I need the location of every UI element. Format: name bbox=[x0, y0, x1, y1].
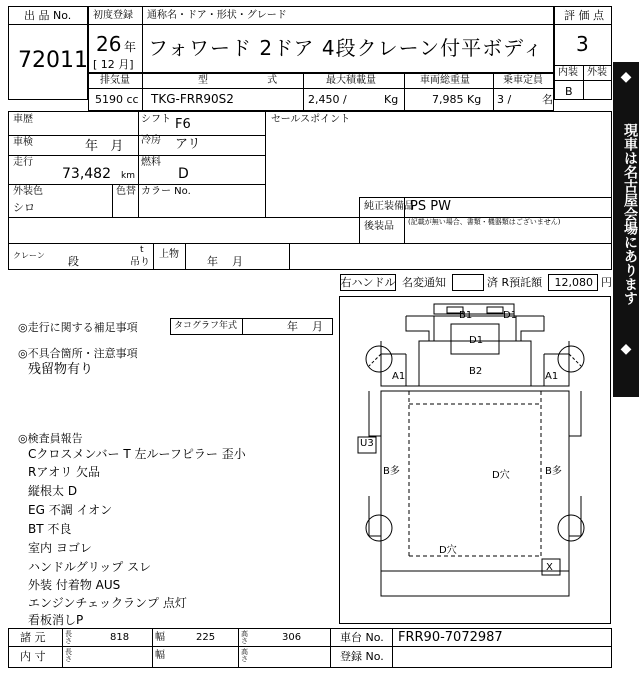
aftermarket-label: 後装品 bbox=[364, 221, 394, 232]
width-label: 幅 bbox=[155, 632, 165, 643]
fuel-label: 燃料 bbox=[141, 157, 161, 168]
grade-score: 3 bbox=[576, 32, 589, 56]
mileage-unit: km bbox=[121, 171, 135, 181]
equipment-label: 純正装備品 bbox=[364, 201, 414, 212]
color-value: シロ bbox=[13, 201, 35, 214]
interior-label: 内装 bbox=[558, 67, 578, 78]
defects-label: ◎不具合箇所・注意事項 bbox=[18, 347, 138, 360]
side-notice-text: 現車は名古屋会場にあります bbox=[622, 123, 638, 305]
inspector-line: 室内 ヨゴレ bbox=[28, 541, 92, 555]
lot-number-label: 出 品 No. bbox=[24, 9, 72, 22]
recycle-unit: 円 bbox=[601, 276, 612, 289]
width-value: 225 bbox=[196, 632, 216, 643]
inspector-label: ◎検査員報告 bbox=[18, 432, 83, 445]
diagram-mark: U3 bbox=[360, 438, 374, 449]
interior-score: B bbox=[565, 85, 573, 98]
inspector-line: Rアオリ 欠品 bbox=[28, 465, 101, 479]
upper-body-value: 年 月 bbox=[207, 255, 243, 268]
lot-number: 72011 bbox=[18, 48, 88, 73]
gross-weight-label: 車両総重量 bbox=[420, 75, 470, 86]
diagram-mark: D穴 bbox=[492, 470, 510, 481]
tacho-value: 年 月 bbox=[287, 320, 323, 333]
upper-body-label: 上物 bbox=[159, 249, 179, 260]
specs-label: 諸 元 bbox=[20, 631, 46, 644]
name-change-check bbox=[452, 274, 484, 291]
inspector-line: Cクロスメンバー T 左ルーフピラー 歪小 bbox=[28, 447, 246, 461]
name-change-label: 名変通知 bbox=[402, 276, 446, 289]
inspector-line: 外装 付着物 AUS bbox=[28, 578, 121, 592]
diagram-mark: D1 bbox=[503, 310, 518, 321]
crane-load: t bbox=[140, 245, 144, 255]
vehicle-name: フォワード 2ドア 4段クレーン付平ボディ bbox=[148, 36, 544, 60]
driving-notes-label: ◎走行に関する補足事項 bbox=[18, 321, 138, 334]
side-diamond-top: ◆ bbox=[620, 69, 632, 85]
capacity-value: 3 / bbox=[497, 93, 512, 106]
model-value: TKG-FRR90S2 bbox=[151, 92, 234, 106]
capacity-label: 乗車定員 bbox=[503, 75, 543, 86]
inspector-line: 看板消しP bbox=[28, 613, 84, 627]
interior-dims-label: 内 寸 bbox=[20, 650, 46, 663]
diagram-mark: B2 bbox=[469, 366, 483, 377]
first-reg-month: [ 12 月] bbox=[93, 58, 134, 71]
crane-stages: 段 bbox=[68, 255, 79, 268]
shift-value: F6 bbox=[175, 117, 191, 132]
mileage-label: 走行 bbox=[13, 157, 33, 168]
inspector-line: EG 不調 イオン bbox=[28, 503, 113, 517]
crane-label: クレーン bbox=[13, 251, 45, 260]
model-label: 型 式 bbox=[198, 75, 306, 86]
fuel-value: D bbox=[178, 166, 189, 182]
history-label: 車歴 bbox=[13, 114, 33, 125]
length-label: 長さ bbox=[65, 630, 72, 645]
ac-label: 冷房 bbox=[141, 135, 161, 146]
grade-label: 評 価 点 bbox=[564, 9, 604, 22]
width-label: 幅 bbox=[155, 650, 165, 661]
equipment-value: PS PW bbox=[410, 199, 451, 214]
defect-line: 残留物有り bbox=[28, 362, 94, 377]
diagram-mark: A1 bbox=[545, 371, 559, 382]
diagram-mark: B多 bbox=[545, 466, 562, 477]
diagram-mark: A1 bbox=[392, 371, 406, 382]
diagram-mark: B1 bbox=[459, 310, 473, 321]
diagram-mark: D穴 bbox=[439, 545, 457, 556]
side-diamond-bottom: ◆ bbox=[620, 341, 632, 357]
mileage-value: 73,482 bbox=[62, 166, 111, 182]
color-code-label: カラー No. bbox=[141, 186, 191, 197]
inspector-line: エンジンチェックランプ 点灯 bbox=[28, 596, 187, 610]
length-value: 818 bbox=[110, 632, 130, 643]
inspector-line: 縦根太 D bbox=[28, 484, 78, 498]
chassis-value: FRR90-7072987 bbox=[398, 630, 503, 645]
vehicle-name-label: 通称名・ドア・形状・グレード bbox=[147, 10, 287, 21]
max-load-value: 2,450 / bbox=[308, 93, 347, 106]
capacity-unit: 名 bbox=[542, 93, 553, 106]
registration-label: 登録 No. bbox=[340, 650, 384, 663]
diagram-mark: D1 bbox=[469, 335, 484, 346]
exterior-label: 外装 bbox=[587, 67, 607, 78]
diagram-mark: B多 bbox=[383, 466, 400, 477]
height-value: 306 bbox=[282, 632, 302, 643]
inspector-line: ハンドルグリップ スレ bbox=[28, 560, 152, 574]
chassis-label: 車台 No. bbox=[340, 631, 384, 644]
displacement-label: 排気量 bbox=[100, 75, 130, 86]
year-unit: 年 bbox=[124, 40, 137, 54]
first-reg-year: 26 bbox=[96, 32, 122, 56]
length-label: 長さ bbox=[65, 648, 72, 663]
diagram-mark: X bbox=[546, 562, 553, 573]
inspector-line: BT 不良 bbox=[28, 522, 72, 536]
sales-point-label: セールスポイント bbox=[271, 114, 351, 125]
displacement-value: 5190 cc bbox=[95, 93, 139, 106]
recycle-value: 12,080 bbox=[554, 276, 593, 289]
recycle-label: 済 R預託額 bbox=[487, 276, 543, 289]
color-label: 外装色 bbox=[13, 186, 43, 197]
rhd-label: 右ハンドル bbox=[340, 276, 396, 289]
ac-value: アリ bbox=[175, 137, 201, 152]
max-load-unit: Kg bbox=[384, 93, 399, 106]
inspection-label: 車検 bbox=[13, 137, 33, 148]
shift-label: シフト bbox=[141, 114, 171, 125]
dimensions-box bbox=[8, 628, 612, 668]
aftermarket-note: (記載が無い場合、書類・機器類はございません) bbox=[408, 218, 561, 226]
inspection-value: 年 月 bbox=[85, 139, 124, 154]
gross-weight-value: 7,985 Kg bbox=[432, 93, 482, 106]
crane-load-unit: 吊り bbox=[130, 257, 150, 268]
height-label: 高さ bbox=[241, 648, 248, 663]
max-load-label: 最大積載量 bbox=[326, 75, 376, 86]
tacho-label: タコグラフ年式 bbox=[174, 321, 238, 331]
first-reg-label: 初度登録 bbox=[93, 10, 133, 21]
height-label: 高さ bbox=[241, 630, 248, 645]
color-change-label: 色替 bbox=[116, 186, 136, 197]
